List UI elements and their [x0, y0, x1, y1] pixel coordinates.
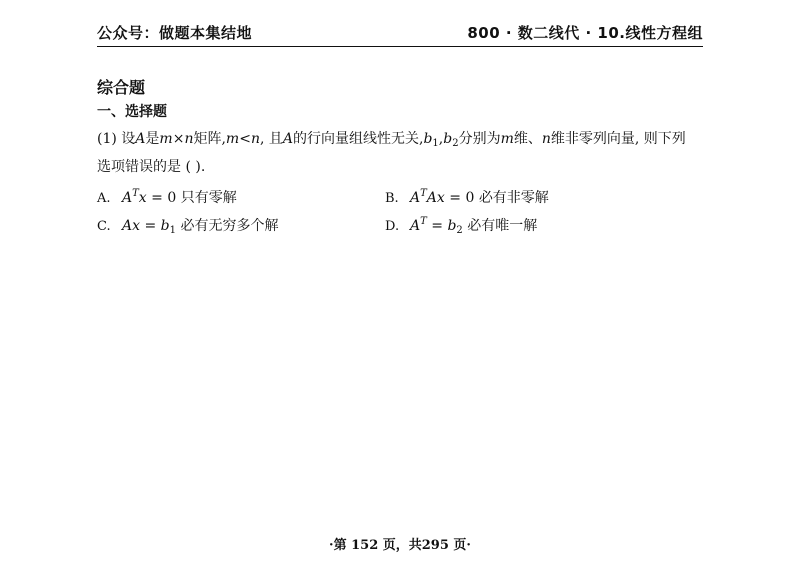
question-number: (1) [97, 131, 117, 147]
option-b: B. $A^TAx = 0$ 必有非零解 [385, 188, 549, 206]
page-header [97, 16, 703, 47]
q-text: < [239, 131, 251, 147]
option-label: A. [97, 191, 111, 206]
question-line-2: 选项错误的是 ( ). [97, 159, 206, 175]
q-text: 维非零列向量, 则下列 [550, 131, 686, 147]
header-left-text: 公众号：做题本集结地 [97, 24, 253, 42]
option-desc: 只有零解 [180, 190, 237, 206]
option-desc: 必有无穷多个解 [180, 218, 279, 234]
section-title: 综合题 [97, 78, 146, 97]
q-text: 是 [145, 131, 160, 147]
q-text: × [172, 131, 185, 147]
option-desc: 必有非零解 [478, 190, 549, 206]
q-text: , [438, 131, 444, 147]
subsection-title: 一、选择题 [97, 104, 167, 120]
question-line-1 [97, 128, 686, 149]
q-text: , 且 [259, 131, 283, 147]
q-text: 设 [121, 131, 136, 147]
q-text: 分别为 [458, 131, 501, 147]
q-var: m [159, 131, 173, 147]
q-var: b [443, 131, 453, 147]
q-var: n [184, 131, 194, 147]
q-var: A [135, 131, 146, 147]
option-c: C. $Ax = b_1$ 必有无穷多个解 [97, 218, 279, 236]
page-footer: ·第 152 页，共295 页· [329, 538, 471, 553]
q-sub: 1 [432, 138, 439, 149]
q-var: m [225, 131, 240, 147]
header-right-text: 800 · 数二线代 · 10.线性方程组 [467, 24, 703, 42]
option-a: A. $A^Tx = 0$ 只有零解 [97, 188, 237, 206]
option-label: D. [385, 219, 400, 234]
q-sub: 2 [452, 138, 459, 149]
q-var: b [423, 131, 433, 147]
option-label: C. [97, 219, 111, 234]
q-text: 矩阵, [193, 131, 226, 147]
q-text: 的行向量组线性无关, [293, 131, 424, 147]
q-var: n [250, 131, 260, 147]
q-var: n [541, 131, 551, 147]
option-d: D. $A^T = b_2$ 必有唯一解 [385, 216, 538, 236]
q-var: A [282, 131, 293, 147]
option-label: B. [385, 191, 399, 206]
q-text: 维、 [513, 131, 542, 147]
q-var: m [500, 131, 514, 147]
option-desc: 必有唯一解 [467, 218, 538, 234]
